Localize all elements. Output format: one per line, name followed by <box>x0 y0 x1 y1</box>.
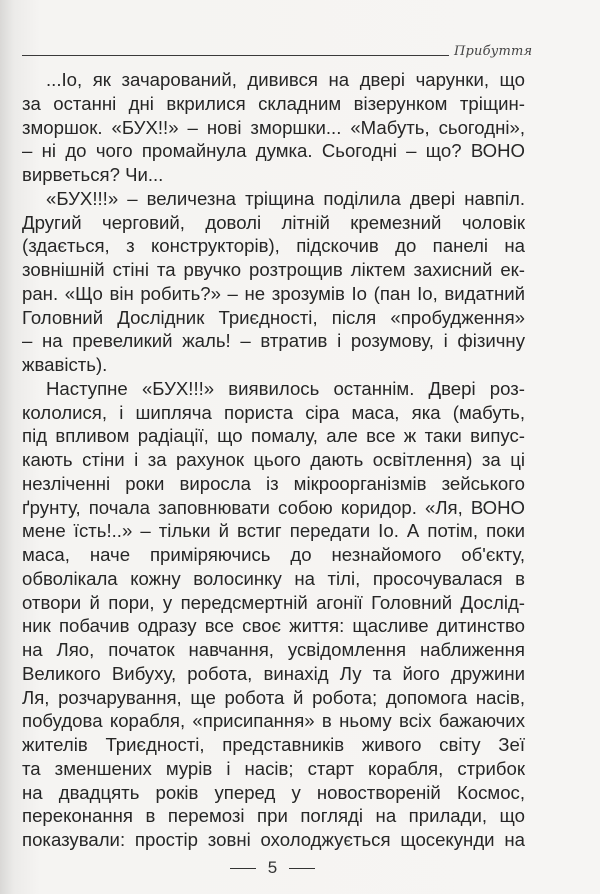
text-line: Наступне «БУХ!!!» виявилось останнім. Двері роз- <box>46 377 525 399</box>
running-title: Прибуття <box>454 44 533 59</box>
text-line: ...Іо, як зачарований, дивився на двері чарунки, що <box>46 69 525 90</box>
text-line: жвавість). <box>22 354 108 375</box>
body-text <box>22 68 525 852</box>
text-line: кають стіни і за рахунок цього дають освітлення) за ці <box>22 449 525 470</box>
text-line: – на превеликий жаль! – втратив і розумову, і фізичну <box>22 330 525 352</box>
text-line: та зменшених мурів і насів; старт корабля, стрибок <box>22 757 525 779</box>
text-line: побудова корабля, «присипання» в ньому всіх бажаючих <box>22 710 525 732</box>
text-line: ґрунту, почала заповнювати собою коридор. «Ля, ВОНО <box>22 496 525 518</box>
text-line: Другий черговий, доволі літній кремезний чоловік <box>22 211 525 233</box>
page-number: 5 <box>267 858 278 877</box>
paragraph <box>22 187 525 377</box>
text-line: жителів Триєдності, представників живого світу Зеї <box>22 734 525 755</box>
text-line: кололися, і шипляча пориста сіра маса, яка (мабуть, <box>22 401 525 423</box>
paragraph <box>22 68 525 187</box>
text-line: – ні до чого промайнула думка. Сьогодні – що? ВОНО <box>22 140 525 162</box>
text-line: Великого Вибуху, робота, винахід Лу та його дружини <box>22 662 525 684</box>
text-line: під впливом радіації, що помалу, але все ж таки випус- <box>22 425 525 447</box>
text-line: Ля, розчарування, ще робота й робота; допомога насів, <box>22 686 525 708</box>
text-line: обволікала кожну волосинку на тілі, просочувалася в <box>22 567 525 589</box>
paragraph <box>22 377 525 852</box>
footer-dash-right <box>289 868 315 869</box>
text-line: на двадцять років уперед у новоствореній Космос, <box>22 781 525 803</box>
text-line: за останні дні вкрилися складним візерунком тріщин- <box>22 92 525 114</box>
text-line: (здається, з конструкторів), підскочив до панелі на <box>22 235 525 257</box>
text-line: ран. «Що він робить?» – не зрозумів Іо (пан Іо, видатний <box>22 282 525 304</box>
page-footer <box>0 858 545 878</box>
text-line: вирветься? Чи... <box>22 164 164 185</box>
text-line: незліченні роки виросла із мікроорганізмів зейського <box>22 472 525 494</box>
text-line: показували: простір зовні охолоджується щосекунди на <box>22 829 525 850</box>
text-line: зовнішній стіні та рвучко розтрощив ліктем захисний ек- <box>22 259 525 280</box>
text-line: на Ляо, початок навчання, усвідомлення наближення <box>22 639 525 660</box>
text-line: переконання в перемозі при погляді на прилади, що <box>22 805 525 827</box>
footer-dash-left <box>230 868 256 869</box>
text-line: «БУХ!!!» – величезна тріщина поділила двері навпіл. <box>46 187 525 209</box>
text-line: ник побачив одразу все своє життя: щасливе дитинство <box>22 615 525 637</box>
text-line: мене їсть!..» – тільки й встиг передати Іо. А потім, поки <box>22 520 525 542</box>
text-line: маса, наче приміряючись до незнайомого об'єкту, <box>22 544 525 565</box>
text-line: зморшок. «БУХ!!» – нові зморшки... «Мабуть, сьогодні», <box>22 116 525 138</box>
text-line: Головний Дослідник Триєдності, після «пробудження» <box>22 306 525 328</box>
header-rule <box>22 55 449 56</box>
text-line: отвори й пори, у передсмертній агонії Головний Дослід- <box>22 591 525 613</box>
